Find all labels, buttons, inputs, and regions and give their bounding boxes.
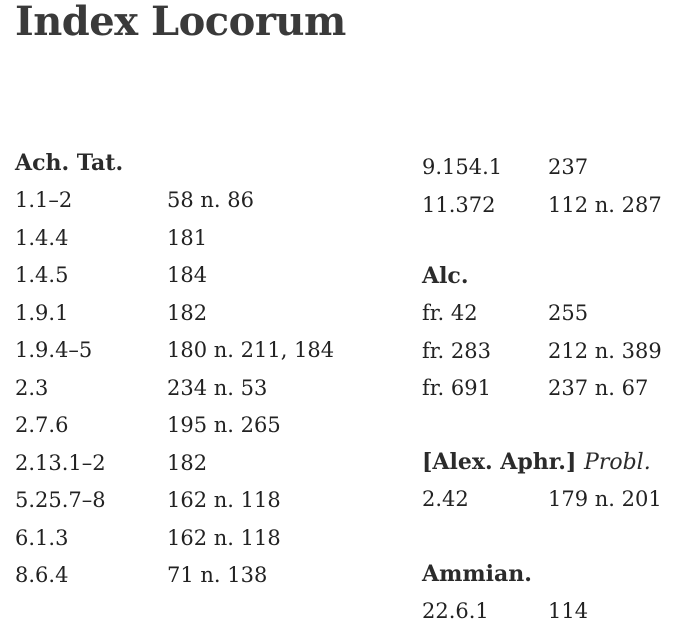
page-ref: 112 n. 287 [548,192,662,217]
entry-heading: Alc. [422,263,469,289]
passage-ref: 2.42 [422,487,469,511]
entry-heading [422,444,662,481]
list-item [422,593,588,631]
passage-ref: fr. 691 [422,376,491,400]
page-ref: 182 [167,450,208,475]
passage-ref: 2.13.1–2 [15,450,106,475]
passage-ref: 9.154.1 [422,155,503,179]
entry-alc [422,258,662,408]
entry-continued [422,149,662,224]
page-ref: 182 [167,300,208,325]
passage-ref: fr. 42 [422,301,478,325]
entry-heading-author: [Alex. Aphr.] [422,449,577,475]
list-item [422,295,662,333]
list-item [15,407,334,445]
page-ref: 181 [167,225,208,250]
passage-ref: 22.6.1 [422,599,489,623]
page-ref: 195 n. 265 [167,413,281,437]
page-ref: 114 [548,599,589,623]
passage-ref: 1.9.1 [15,300,69,325]
list-item [422,187,662,225]
list-item [15,370,334,408]
list-item [15,332,334,370]
page-ref: 237 n. 67 [548,376,649,400]
list-item [15,445,334,483]
entry-heading: Ach. Tat. [15,150,124,176]
page-ref: 162 n. 118 [167,525,281,550]
passage-ref: 1.4.5 [15,263,69,287]
page-ref: 237 [548,155,589,179]
list-item [422,149,662,187]
passage-ref: 5.25.7–8 [15,488,106,512]
entry-heading-work: Probl. [584,450,651,475]
passage-ref: 2.7.6 [15,413,69,437]
list-item [15,182,334,220]
page-ref: 180 n. 211, 184 [167,338,335,362]
list-item [15,295,334,333]
list-item [15,557,334,595]
passage-ref: 1.4.4 [15,225,69,250]
entry-ammian [422,556,588,631]
page-ref: 212 n. 389 [548,338,662,363]
list-item [15,520,334,558]
passage-ref: 6.1.3 [15,525,69,550]
passage-ref: 8.6.4 [15,563,69,587]
page-ref: 162 n. 118 [167,488,281,512]
list-item [15,220,334,258]
passage-ref: fr. 283 [422,338,491,363]
page-ref: 255 [548,301,589,325]
page-ref: 184 [167,263,208,287]
list-item [15,257,334,295]
entry-ach-tat [15,145,334,595]
page-ref: 58 n. 86 [167,188,254,212]
page-ref: 179 n. 201 [548,487,662,511]
page-ref: 71 n. 138 [167,563,268,587]
passage-ref: 11.372 [422,192,496,217]
passage-ref: 1.1–2 [15,188,73,212]
list-item [422,370,662,408]
passage-ref: 2.3 [15,375,49,400]
list-item [15,482,334,520]
list-item [422,481,662,519]
list-item [422,333,662,371]
passage-ref: 1.9.4–5 [15,338,93,362]
page-ref: 234 n. 53 [167,375,268,400]
page-title: Index Locorum [15,0,346,45]
entry-heading: Ammian. [422,561,532,587]
entry-alex-aphr [422,444,662,519]
